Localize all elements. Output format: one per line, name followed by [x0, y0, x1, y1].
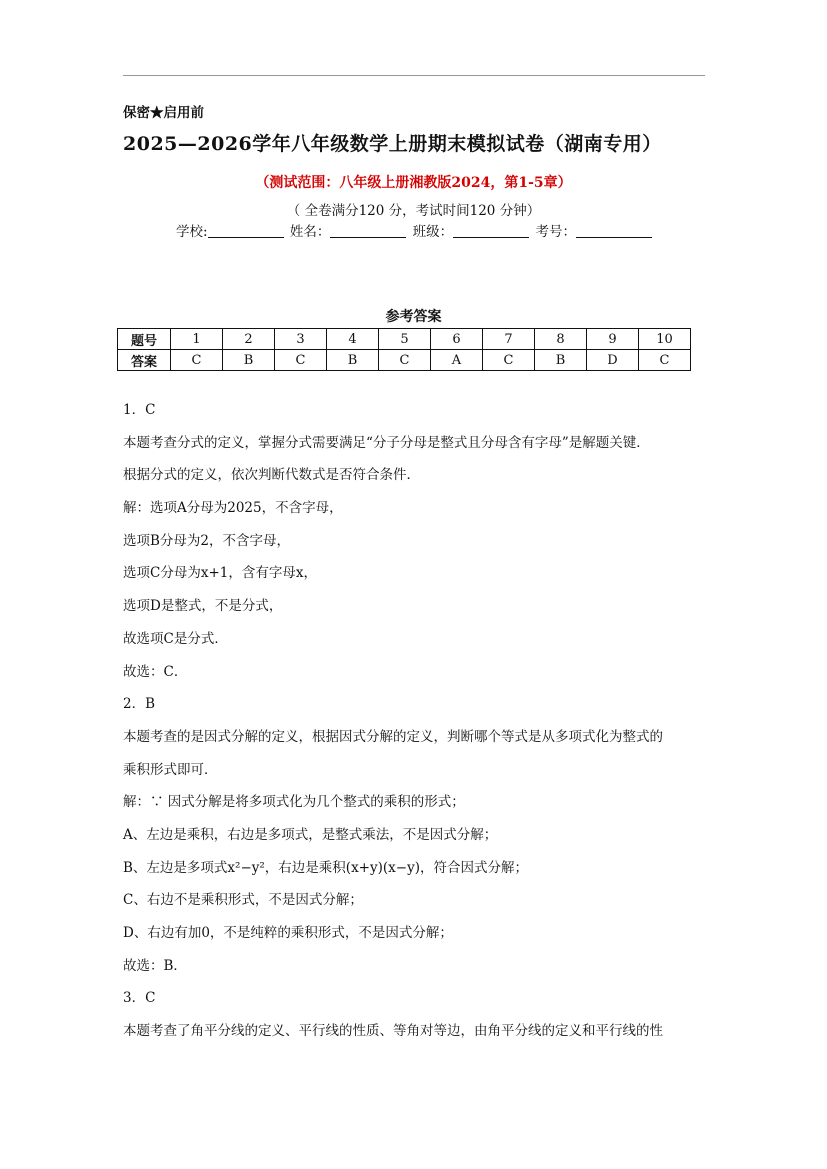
question-number-cell: 3: [275, 329, 327, 350]
question-number-cell: 5: [379, 329, 431, 350]
test-scope: （测试范围：八年级上册湘教版2024，第1-5章）: [255, 175, 572, 191]
solutions-body: [123, 399, 713, 1053]
student-info-fields: [176, 220, 654, 240]
solution-line: 故选：C．: [123, 663, 188, 680]
class-blank[interactable]: [453, 225, 529, 238]
answer-cell: C: [275, 350, 327, 371]
exam-title: 2025—2026学年八年级数学上册期末模拟试卷（湖南专用）: [123, 133, 662, 155]
solution-heading-3: 3．C: [123, 990, 156, 1007]
solution-line: 根据分式的定义，依次判断代数式是否符合条件．: [123, 467, 420, 484]
solution-line: 选项D是整式，不是分式，: [123, 598, 283, 615]
solution-heading-2: 2．B: [123, 696, 156, 713]
question-number-cell: 10: [639, 329, 691, 350]
solution-line: 本题考查了角平分线的定义、平行线的性质、等角对等边，由角平分线的定义和平行线的性: [123, 1023, 663, 1040]
answer-cell: B: [327, 350, 379, 371]
answer-cell: C: [379, 350, 431, 371]
answer-cell: B: [535, 350, 587, 371]
answer-cell: A: [431, 350, 483, 371]
exam-meta: （ 全卷满分120 分，考试时间120 分钟）: [286, 203, 541, 219]
school-blank[interactable]: [208, 225, 284, 238]
solution-line: 故选：B．: [123, 957, 187, 974]
exam-number-blank[interactable]: [576, 225, 652, 238]
answer-row: [118, 350, 691, 371]
question-number-cell: 9: [587, 329, 639, 350]
solution-line: 乘积形式即可．: [123, 761, 218, 778]
header-rule: [123, 75, 705, 76]
question-number-cell: 8: [535, 329, 587, 350]
answer-cell: C: [171, 350, 223, 371]
question-number-cell: 6: [431, 329, 483, 350]
solution-line: 本题考查分式的定义，掌握分式需要满足“分子分母是整式且分母含有字母”是解题关键．: [123, 434, 650, 451]
solution-line: C、右边不是乘积形式，不是因式分解；: [123, 892, 363, 909]
question-number-cell: 1: [171, 329, 223, 350]
solution-line: D、右边有加0，不是纯粹的乘积形式，不是因式分解；: [123, 925, 453, 941]
question-row-label: 题号: [118, 329, 171, 350]
question-number-row: [118, 329, 691, 350]
solution-line: 解：∵ 因式分解是将多项式化为几个整式的乘积的形式；: [123, 794, 465, 811]
answer-key-heading: 参考答案: [385, 309, 442, 325]
question-number-cell: 7: [483, 329, 535, 350]
solution-line: A、左边是乘积，右边是多项式，是整式乘法，不是因式分解；: [123, 826, 498, 843]
solution-line: 本题考查的是因式分解的定义，根据因式分解的定义，判断哪个等式是从多项式化为整式的: [123, 728, 663, 745]
name-blank[interactable]: [330, 225, 406, 238]
solution-line: B、左边是多项式x²−y²，右边是乘积(x+y)(x−y)，符合因式分解；: [123, 859, 528, 876]
solution-heading-1: 1．C: [123, 402, 156, 418]
answer-cell: B: [223, 350, 275, 371]
solution-line: 选项B分母为2，不含字母，: [123, 532, 291, 549]
school-label: 学校:: [176, 224, 208, 240]
class-label: 班级：: [412, 224, 454, 240]
answer-cell: C: [483, 350, 535, 371]
answer-row-label: 答案: [118, 350, 171, 371]
exam-number-label: 考号：: [535, 224, 576, 240]
confidential-mark: 保密★启用前: [123, 105, 204, 121]
solution-line: 故选项C是分式．: [123, 630, 228, 647]
name-label: 姓名：: [289, 224, 331, 240]
answer-key-table: [117, 328, 691, 371]
solution-line: 选项C分母为x+1，含有字母x，: [123, 565, 317, 582]
solution-line: 解：选项A分母为2025，不含字母，: [123, 500, 343, 517]
question-number-cell: 2: [223, 329, 275, 350]
answer-cell: C: [639, 350, 691, 371]
answer-cell: D: [587, 350, 639, 371]
question-number-cell: 4: [327, 329, 379, 350]
